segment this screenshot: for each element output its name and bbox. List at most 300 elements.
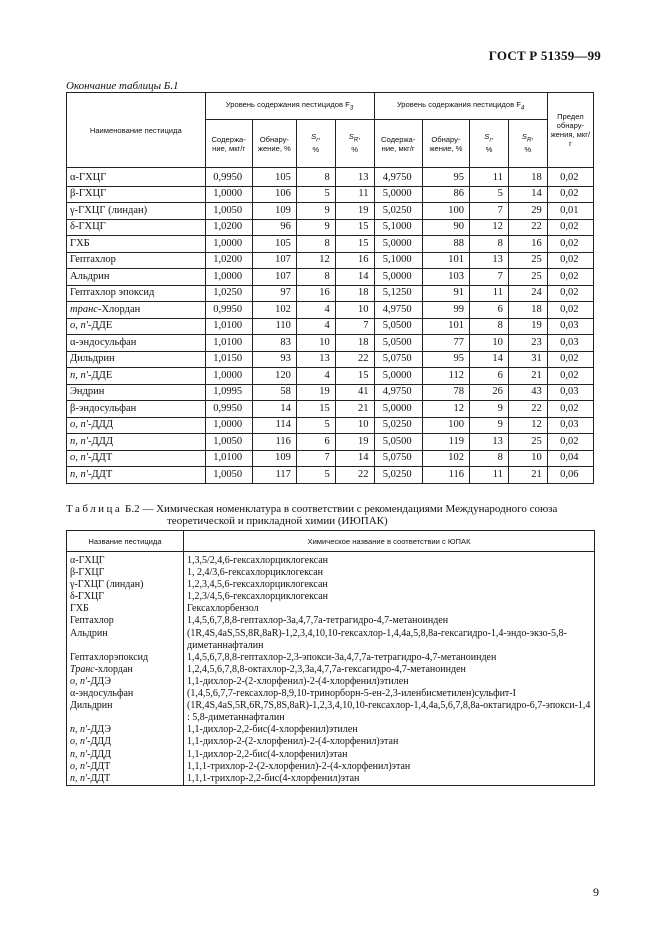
f3-detection-cell: 114 <box>252 417 296 434</box>
f4-content-cell: 5,0000 <box>374 236 422 253</box>
pesticide-recovery-table <box>66 92 594 484</box>
f3-content-cell: 0,9950 <box>205 302 252 319</box>
pesticide-name-prefix: п, п' <box>70 435 88 447</box>
f4-sr-cell: 8 <box>470 236 509 253</box>
header-level-f4 <box>374 93 547 120</box>
table-row <box>67 236 594 253</box>
pesticide-name-prefix: п, п' <box>70 772 88 784</box>
f3-sR-cell: 14 <box>335 269 374 286</box>
pesticide-name-text: α-ГХЦГ <box>70 171 107 183</box>
f4-content-cell: 5,0750 <box>374 351 422 368</box>
pesticide-name <box>67 552 184 568</box>
f4-sr-cell: 12 <box>470 219 509 236</box>
f4-content-cell: 5,0250 <box>374 417 422 434</box>
f4-sR-cell: 12 <box>508 417 547 434</box>
f3-sr-cell: 4 <box>296 368 335 385</box>
f3-detection-cell: 14 <box>252 401 296 418</box>
table-row <box>67 335 594 352</box>
table2-caption-line2: теоретической и прикладной химии (ИЮПАК) <box>167 515 388 527</box>
f3-content-cell: 1,0200 <box>205 252 252 269</box>
table-row <box>67 318 594 335</box>
table-row <box>67 252 594 269</box>
header-sr-f4: $S_r$, % <box>470 120 509 168</box>
f4-sr-cell: 9 <box>470 401 509 418</box>
f4-sR-cell: 25 <box>508 434 547 451</box>
table2-caption-text: Б.2 — Химическая номенклатура в соответствии с рекомендациями Международного союза <box>125 503 558 515</box>
iupac-chemical-name: 1, 2,4/3,6-гексахлорциклогексан <box>184 567 595 579</box>
f3-sr-cell: 8 <box>296 168 335 187</box>
f3-content-cell: 1,0250 <box>205 285 252 302</box>
header-level-f4-sub: 4 <box>520 104 525 112</box>
table-row <box>67 688 595 700</box>
pesticide-name-suffix: -ДДТ <box>88 452 113 464</box>
f3-content-cell: 1,0100 <box>205 318 252 335</box>
table-row <box>67 664 595 676</box>
f4-sR-cell: 21 <box>508 368 547 385</box>
pesticide-name <box>67 269 206 286</box>
sR-unit: % <box>351 145 358 155</box>
f4-content-cell: 5,1000 <box>374 252 422 269</box>
iupac-nomenclature-table <box>66 530 595 786</box>
pesticide-name <box>67 724 184 736</box>
f4-sR-cell: 14 <box>508 186 547 203</box>
f3-sr-cell: 7 <box>296 450 335 467</box>
f3-detection-cell: 109 <box>252 450 296 467</box>
f4-detection-cell: 88 <box>422 236 469 253</box>
pesticide-name-suffix: -ДДД <box>88 435 113 447</box>
table-row <box>67 467 594 484</box>
sR-unit: % <box>524 145 532 155</box>
f4-sR-cell: 16 <box>508 236 547 253</box>
detection-limit-cell: 0,04 <box>547 450 593 467</box>
iupac-chemical-name: 1,2,3/4,5,6-гексахлорциклогексан <box>184 591 595 603</box>
detection-limit-cell: 0,06 <box>547 467 593 484</box>
f3-sr-cell: 5 <box>296 417 335 434</box>
f4-sR-cell: 43 <box>508 384 547 401</box>
f4-sr-cell: 7 <box>470 203 509 220</box>
f3-detection-cell: 97 <box>252 285 296 302</box>
f3-sr-cell: 6 <box>296 434 335 451</box>
f3-detection-cell: 110 <box>252 318 296 335</box>
table-row <box>67 269 594 286</box>
f3-sr-cell: 5 <box>296 467 335 484</box>
pesticide-name-text: δ-ГХЦГ <box>70 591 105 603</box>
iupac-chemical-name: 1,1,1-трихлор-2-(2-хлорфенил)-2-(4-хлорфенил)этан <box>184 761 595 773</box>
iupac-chemical-name: (1R,4S,4aS,5R,6R,7S,8S,8aR)-1,2,3,4,10,10-гексахлор-1,4,4a,5,6,7,8,8a-октагидро-6,7-эпокси-1,4 : 5,8-диметаннафталин <box>184 700 595 724</box>
pesticide-name-suffix: -Хлордан <box>97 303 141 315</box>
f4-sr-cell: 10 <box>470 335 509 352</box>
f4-detection-cell: 90 <box>422 219 469 236</box>
f4-detection-cell: 77 <box>422 335 469 352</box>
f3-content-cell: 1,0050 <box>205 203 252 220</box>
header-content-f3: Содержа-ние, мкг/г <box>205 120 252 168</box>
f4-sR-cell: 29 <box>508 203 547 220</box>
pesticide-name <box>67 219 206 236</box>
pesticide-name <box>67 384 206 401</box>
iupac-chemical-name: 1,2,4,5,6,7,8,8-октахлор-2,3,3а,4,7,7а-гексагидро-4,7-метаноинден <box>184 664 595 676</box>
sR-symbol: S <box>521 131 527 141</box>
f3-content-cell: 0,9950 <box>205 168 252 187</box>
header-level-f3 <box>205 93 374 120</box>
f4-sr-cell: 8 <box>470 450 509 467</box>
detection-limit-cell: 0,02 <box>547 168 593 187</box>
f4-content-cell: 5,0500 <box>374 318 422 335</box>
table1-caption: Окончание таблицы Б.1 <box>66 80 179 92</box>
header-content-f4: Содержа-ние, мкг/г <box>374 120 422 168</box>
detection-limit-cell: 0,02 <box>547 401 593 418</box>
f4-sr-cell: 14 <box>470 351 509 368</box>
f4-sr-cell: 5 <box>470 186 509 203</box>
pesticide-name <box>67 652 184 664</box>
f3-sR-cell: 18 <box>335 285 374 302</box>
f4-content-cell: 5,1000 <box>374 219 422 236</box>
f3-content-cell: 0,9950 <box>205 401 252 418</box>
pesticide-name-text: Альдрин <box>70 270 110 282</box>
pesticide-name-text: α-эндосульфан <box>70 336 137 348</box>
f3-sR-cell: 7 <box>335 318 374 335</box>
pesticide-name <box>67 285 206 302</box>
f3-sr-cell: 13 <box>296 351 335 368</box>
table-row <box>67 761 595 773</box>
pesticide-name-suffix: -ДДЕ <box>88 369 113 381</box>
pesticide-name <box>67 236 206 253</box>
pesticide-name <box>67 591 184 603</box>
f3-content-cell: 1,0050 <box>205 434 252 451</box>
f3-sR-cell: 22 <box>335 351 374 368</box>
pesticide-name-text: β-эндосульфан <box>70 402 137 414</box>
f4-sR-cell: 18 <box>508 168 547 187</box>
pesticide-name <box>67 579 184 591</box>
f4-detection-cell: 95 <box>422 351 469 368</box>
pesticide-name <box>67 700 184 724</box>
pesticide-name-text: Гептахлор <box>70 615 114 627</box>
pesticide-name-prefix: о, п' <box>70 760 88 772</box>
f4-detection-cell: 86 <box>422 186 469 203</box>
pesticide-name-text: γ-ГХЦГ (линдан) <box>70 579 144 591</box>
f4-detection-cell: 100 <box>422 417 469 434</box>
table2-caption-label: Таблица <box>66 503 123 515</box>
pesticide-name <box>67 168 206 187</box>
f4-content-cell: 5,0500 <box>374 434 422 451</box>
table-row <box>67 368 594 385</box>
f3-content-cell: 1,0000 <box>205 368 252 385</box>
f3-sR-cell: 15 <box>335 219 374 236</box>
pesticide-name <box>67 615 184 627</box>
f3-sr-cell: 4 <box>296 302 335 319</box>
f4-content-cell: 5,0000 <box>374 368 422 385</box>
f4-sR-cell: 31 <box>508 351 547 368</box>
f3-detection-cell: 102 <box>252 302 296 319</box>
pesticide-name <box>67 603 184 615</box>
table-row <box>67 700 595 724</box>
iupac-chemical-name: (1R,4S,4aS,5S,8R,8aR)-1,2,3,4,10,10-гексахлор-1,4,4a,5,8,8a-гексагидро-1,4-эндо-экзо-5,8-диметаннафталин <box>184 628 595 652</box>
header-level-f3-sub: 3 <box>349 104 354 112</box>
f3-detection-cell: 105 <box>252 236 296 253</box>
pesticide-name-suffix: -ДДД <box>88 419 113 431</box>
f4-detection-cell: 101 <box>422 318 469 335</box>
pesticide-name <box>67 664 184 676</box>
f3-sr-cell: 12 <box>296 252 335 269</box>
f4-detection-cell: 78 <box>422 384 469 401</box>
detection-limit-cell: 0,02 <box>547 351 593 368</box>
f3-detection-cell: 106 <box>252 186 296 203</box>
f3-content-cell: 1,0200 <box>205 219 252 236</box>
pesticide-name-prefix: о, п' <box>70 452 88 464</box>
f4-detection-cell: 101 <box>422 252 469 269</box>
table-row <box>67 285 594 302</box>
header-detection-f4: Обнару-жение, % <box>422 120 469 168</box>
table-row <box>67 579 595 591</box>
header-level-f4-text: Уровень содержания пестицидов F <box>396 99 521 109</box>
pesticide-name <box>67 368 206 385</box>
f3-sr-cell: 8 <box>296 269 335 286</box>
iupac-chemical-name: 1,3,5/2,4,6-гексахлорциклогексан <box>184 552 595 568</box>
table-row <box>67 417 594 434</box>
sr-symbol: S <box>484 131 490 141</box>
pesticide-name-text: Гептахлор эпоксид <box>70 287 155 299</box>
pesticide-name-text: β-ГХЦГ <box>70 567 105 579</box>
detection-limit-cell: 0,03 <box>547 318 593 335</box>
f3-sR-cell: 11 <box>335 186 374 203</box>
f3-sr-cell: 5 <box>296 186 335 203</box>
pesticide-name <box>67 401 206 418</box>
f4-sR-cell: 24 <box>508 285 547 302</box>
f3-sr-cell: 19 <box>296 384 335 401</box>
table-row <box>67 203 594 220</box>
f4-detection-cell: 12 <box>422 401 469 418</box>
pesticide-name <box>67 749 184 761</box>
f4-content-cell: 5,0500 <box>374 335 422 352</box>
page-number: 9 <box>593 885 599 899</box>
f3-detection-cell: 109 <box>252 203 296 220</box>
f4-sr-cell: 11 <box>470 285 509 302</box>
f4-detection-cell: 119 <box>422 434 469 451</box>
table-row <box>67 186 594 203</box>
pesticide-name-prefix: о, п' <box>70 736 88 748</box>
detection-limit-cell: 0,02 <box>547 186 593 203</box>
pesticide-name-prefix: п, п' <box>70 369 88 381</box>
iupac-chemical-name: 1,1-дихлор-2-(2-хлорфенил)-2-(4-хлорфенил)этан <box>184 736 595 748</box>
pesticide-name <box>67 736 184 748</box>
f3-sR-cell: 22 <box>335 467 374 484</box>
pesticide-name <box>67 567 184 579</box>
pesticide-name-prefix: п, п' <box>70 468 88 480</box>
f4-sr-cell: 13 <box>470 434 509 451</box>
f3-sr-cell: 16 <box>296 285 335 302</box>
iupac-chemical-name: 1,1-дихлор-2-(2-хлорфенил)-2-(4-хлорфенил)этилен <box>184 676 595 688</box>
f3-detection-cell: 107 <box>252 252 296 269</box>
header-sR-f3: $S_R$, % <box>335 120 374 168</box>
f4-content-cell: 5,0000 <box>374 269 422 286</box>
f4-sR-cell: 19 <box>508 318 547 335</box>
f4-detection-cell: 103 <box>422 269 469 286</box>
f4-sr-cell: 8 <box>470 318 509 335</box>
pesticide-name <box>67 203 206 220</box>
detection-limit-cell: 0,02 <box>547 269 593 286</box>
f4-detection-cell: 100 <box>422 203 469 220</box>
pesticide-name-text: ГХБ <box>70 237 90 249</box>
f3-sR-cell: 10 <box>335 417 374 434</box>
f4-content-cell: 5,0250 <box>374 203 422 220</box>
f4-detection-cell: 91 <box>422 285 469 302</box>
pesticide-name-suffix: -ДДЭ <box>87 675 111 687</box>
f3-sr-cell: 9 <box>296 203 335 220</box>
pesticide-name-suffix: -ДДТ <box>87 772 111 784</box>
f3-sR-cell: 15 <box>335 368 374 385</box>
detection-limit-cell: 0,02 <box>547 302 593 319</box>
table-row <box>67 219 594 236</box>
detection-limit-cell: 0,03 <box>547 384 593 401</box>
f4-sR-cell: 23 <box>508 335 547 352</box>
pesticide-name <box>67 688 184 700</box>
sr-unit: % <box>485 145 493 155</box>
f3-detection-cell: 117 <box>252 467 296 484</box>
f3-detection-cell: 96 <box>252 219 296 236</box>
f3-content-cell: 1,0100 <box>205 450 252 467</box>
detection-limit-cell: 0,01 <box>547 203 593 220</box>
f4-sR-cell: 25 <box>508 252 547 269</box>
table-row <box>67 591 595 603</box>
f4-sR-cell: 21 <box>508 467 547 484</box>
f3-sr-cell: 10 <box>296 335 335 352</box>
pesticide-name <box>67 318 206 335</box>
f3-detection-cell: 116 <box>252 434 296 451</box>
table-row <box>67 724 595 736</box>
pesticide-name-suffix: -ДДЕ <box>88 320 113 332</box>
pesticide-name-prefix: Транс <box>70 663 95 675</box>
pesticide-name-prefix: о, п' <box>70 320 88 332</box>
f3-detection-cell: 107 <box>252 269 296 286</box>
iupac-chemical-name: (1,4,5,6,7,7-гексахлор-8,9,10-тринорборн-5-ен-2,3-иленбисметилен)сульфит-I <box>184 688 595 700</box>
pesticide-name <box>67 761 184 773</box>
iupac-chemical-name: 1,1,1-трихлор-2,2-бис(4-хлорфенил)этан <box>184 773 595 786</box>
sr-subscript: r <box>489 136 492 144</box>
f3-detection-cell: 58 <box>252 384 296 401</box>
iupac-chemical-name: 1,1-дихлор-2,2-бис(4-хлорфенил)этилен <box>184 724 595 736</box>
f4-sr-cell: 11 <box>470 168 509 187</box>
pesticide-name-text: Дильдрин <box>70 353 115 365</box>
f3-sR-cell: 41 <box>335 384 374 401</box>
f3-content-cell: 1,0150 <box>205 351 252 368</box>
f3-content-cell: 1,0995 <box>205 384 252 401</box>
table-row <box>67 434 594 451</box>
f4-detection-cell: 95 <box>422 168 469 187</box>
pesticide-name-text: α-эндосульфан <box>70 688 134 700</box>
pesticide-name <box>67 773 184 786</box>
pesticide-name-prefix: о, п' <box>70 675 88 687</box>
sR-subscript: R <box>526 136 532 144</box>
pesticide-name <box>67 417 206 434</box>
header-pesticide-title: Название пестицида <box>67 531 184 552</box>
pesticide-name-text: Дильдрин <box>70 700 113 712</box>
table-row <box>67 603 595 615</box>
pesticide-name-suffix: -ДДТ <box>88 468 113 480</box>
f4-detection-cell: 112 <box>422 368 469 385</box>
detection-limit-cell: 0,02 <box>547 219 593 236</box>
table-row <box>67 652 595 664</box>
pesticide-name <box>67 434 206 451</box>
pesticide-name-suffix: -ДДЭ <box>87 724 111 736</box>
pesticide-name <box>67 302 206 319</box>
pesticide-name <box>67 252 206 269</box>
header-detection-limit: Предел обнару-жения, мкг/г <box>547 93 593 168</box>
detection-limit-cell: 0,03 <box>547 417 593 434</box>
f4-sr-cell: 13 <box>470 252 509 269</box>
detection-limit-cell: 0,02 <box>547 368 593 385</box>
pesticide-name-prefix: п, п' <box>70 724 88 736</box>
pesticide-name-text: β-ГХЦГ <box>70 188 107 200</box>
f4-content-cell: 5,0000 <box>374 186 422 203</box>
table-row <box>67 615 595 627</box>
pesticide-name-prefix: п, п' <box>70 748 88 760</box>
pesticide-name-text: α-ГХЦГ <box>70 555 105 566</box>
f3-content-cell: 1,0000 <box>205 269 252 286</box>
iupac-chemical-name: 1,4,5,6,7,8,8-гептахлор-3а,4,7,7а-тетрагидро-4,7-метаноинден <box>184 615 595 627</box>
table-row <box>67 351 594 368</box>
f4-content-cell: 5,0250 <box>374 467 422 484</box>
f4-sr-cell: 11 <box>470 467 509 484</box>
sr-symbol: S <box>311 131 317 141</box>
f4-content-cell: 5,1250 <box>374 285 422 302</box>
pesticide-name-text: ГХБ <box>70 603 89 615</box>
f3-detection-cell: 120 <box>252 368 296 385</box>
f4-sR-cell: 22 <box>508 401 547 418</box>
pesticide-name <box>67 335 206 352</box>
f3-sR-cell: 13 <box>335 168 374 187</box>
table-row <box>67 401 594 418</box>
header-level-f3-text: Уровень содержания пестицидов F <box>225 99 350 109</box>
pesticide-name <box>67 628 184 652</box>
header-sR-f4: $S_R$, % <box>508 120 547 168</box>
pesticide-name <box>67 676 184 688</box>
f3-sR-cell: 18 <box>335 335 374 352</box>
pesticide-name-text: Альдрин <box>70 627 108 639</box>
detection-limit-cell: 0,02 <box>547 434 593 451</box>
pesticide-name <box>67 467 206 484</box>
pesticide-name-text: δ-ГХЦГ <box>70 221 106 233</box>
pesticide-name-suffix: -ДДД <box>87 736 111 748</box>
f4-content-cell: 4,9750 <box>374 302 422 319</box>
f4-sr-cell: 6 <box>470 368 509 385</box>
pesticide-name-text: Гептахлорэпоксид <box>70 651 149 663</box>
sr-subscript: r <box>316 136 319 144</box>
table2-caption <box>66 503 596 527</box>
pesticide-name-suffix: -хлордан <box>94 663 133 675</box>
iupac-chemical-name: Гексахлорбензол <box>184 603 595 615</box>
f4-sR-cell: 22 <box>508 219 547 236</box>
table-row <box>67 736 595 748</box>
f4-content-cell: 4,9750 <box>374 384 422 401</box>
table-row <box>67 384 594 401</box>
f3-sR-cell: 21 <box>335 401 374 418</box>
f3-sr-cell: 15 <box>296 401 335 418</box>
pesticide-name-suffix: -ДДД <box>87 748 111 760</box>
pesticide-name-text: γ-ГХЦГ (линдан) <box>70 204 148 216</box>
sr-unit: % <box>312 145 320 155</box>
f4-sr-cell: 7 <box>470 269 509 286</box>
f3-detection-cell: 105 <box>252 168 296 187</box>
table-row <box>67 676 595 688</box>
pesticide-name-text: Гептахлор <box>70 254 116 266</box>
f3-sR-cell: 16 <box>335 252 374 269</box>
pesticide-name-prefix: о, п' <box>70 419 88 431</box>
pesticide-name <box>67 351 206 368</box>
f4-detection-cell: 102 <box>422 450 469 467</box>
header-sr-f3: $S_r$, % <box>296 120 335 168</box>
pesticide-name <box>67 186 206 203</box>
f3-sr-cell: 4 <box>296 318 335 335</box>
f3-content-cell: 1,0000 <box>205 236 252 253</box>
